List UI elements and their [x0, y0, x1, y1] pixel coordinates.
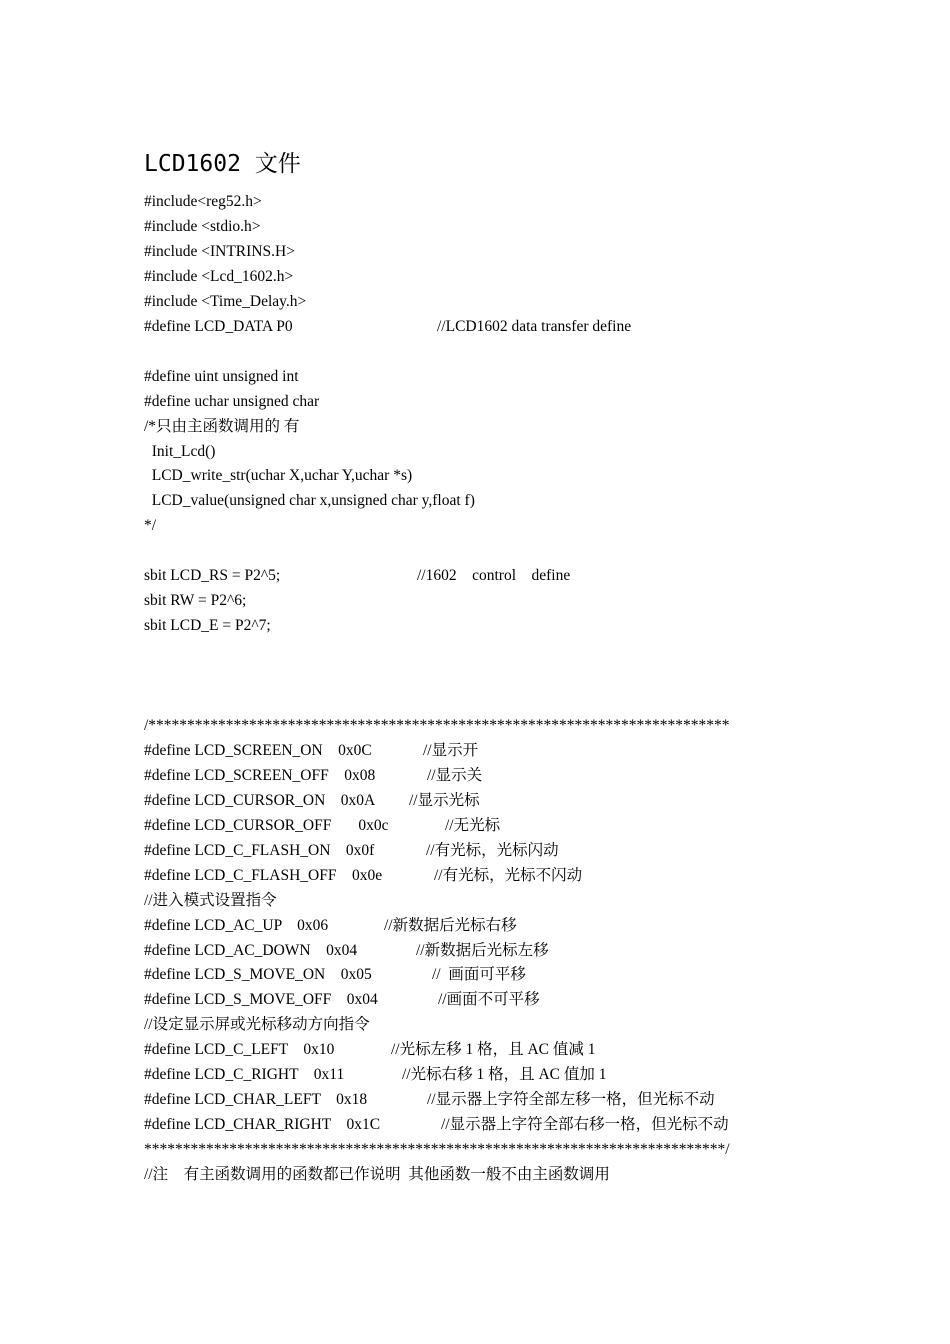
- code-text: #define LCD_CURSOR_ON 0x0A: [144, 791, 376, 809]
- code-text: /*只由主函数调用的 有: [144, 417, 300, 435]
- code-text: #define LCD_C_FLASH_ON 0x0f: [144, 841, 375, 859]
- code-text: /***************************************************************************: [144, 716, 730, 734]
- code-comment: //1602 control define: [417, 567, 571, 585]
- code-text: #define uchar unsigned char: [144, 392, 320, 410]
- code-text: #define LCD_CHAR_RIGHT 0x1C: [144, 1116, 381, 1134]
- code-text: #define LCD_SCREEN_OFF 0x08: [144, 766, 376, 784]
- code-text: #include <Lcd_1602.h>: [144, 267, 294, 285]
- code-text: #define LCD_CURSOR_OFF 0x0c: [144, 816, 389, 834]
- code-text: #define LCD_C_LEFT 0x10: [144, 1041, 335, 1059]
- code-text: #define LCD_C_FLASH_OFF 0x0e: [144, 866, 383, 884]
- code-text: #include <stdio.h>: [144, 217, 261, 235]
- code-comment: // 画面可平移: [432, 966, 526, 984]
- code-text: #include <Time_Delay.h>: [144, 292, 307, 310]
- document-title: LCD1602 文件: [144, 151, 301, 177]
- code-comment: //光标右移 1 格，且 AC 值加 1: [402, 1066, 607, 1084]
- code-text: #define LCD_C_RIGHT 0x11: [144, 1066, 345, 1084]
- code-comment: //显示开: [423, 741, 479, 759]
- code-comment: //有光标，光标闪动: [426, 841, 559, 859]
- code-comment: //光标左移 1 格，且 AC 值减 1: [391, 1041, 596, 1059]
- code-text: ***************************************************************************/: [144, 1141, 730, 1159]
- code-text: //注 有主函数调用的函数都已作说明 其他函数一般不由主函数调用: [144, 1166, 610, 1184]
- code-text: //进入模式设置指令: [144, 891, 277, 909]
- code-text: sbit RW = P2^6;: [144, 592, 247, 610]
- code-text: #define uint unsigned int: [144, 367, 299, 385]
- code-text: #include<reg52.h>: [144, 193, 262, 210]
- code-text: LCD_write_str(uchar X,uchar Y,uchar *s): [144, 467, 413, 485]
- code-comment: //LCD1602 data transfer define: [437, 317, 632, 335]
- code-text: #include <INTRINS.H>: [144, 242, 295, 260]
- code-text: #define LCD_DATA P0: [144, 317, 293, 335]
- code-comment: //画面不可平移: [438, 991, 540, 1009]
- code-text: sbit LCD_E = P2^7;: [144, 617, 271, 635]
- code-text: #define LCD_S_MOVE_ON 0x05: [144, 966, 372, 984]
- code-text: LCD_value(unsigned char x,unsigned char y,float f): [144, 492, 475, 510]
- code-text: sbit LCD_RS = P2^5;: [144, 567, 281, 585]
- code-comment: //有光标，光标不闪动: [434, 866, 583, 884]
- code-text: #define LCD_AC_UP 0x06: [144, 916, 329, 934]
- code-comment: //显示器上字符全部左移一格，但光标不动: [427, 1091, 715, 1109]
- code-text: #define LCD_AC_DOWN 0x04: [144, 941, 358, 959]
- code-text: #define LCD_S_MOVE_OFF 0x04: [144, 991, 378, 1009]
- code-text: */: [144, 517, 157, 535]
- code-comment: //新数据后光标右移: [384, 916, 517, 934]
- code-comment: //新数据后光标左移: [416, 941, 549, 959]
- code-text: //设定显示屏或光标移动方向指令: [144, 1016, 370, 1034]
- code-comment: //显示器上字符全部右移一格，但光标不动: [441, 1116, 729, 1134]
- code-comment: //显示关: [427, 766, 483, 784]
- code-comment: //无光标: [445, 816, 501, 834]
- code-text: #define LCD_CHAR_LEFT 0x18: [144, 1091, 368, 1109]
- code-text: Init_Lcd(): [144, 442, 216, 460]
- code-text: #define LCD_SCREEN_ON 0x0C: [144, 741, 372, 759]
- code-comment: //显示光标: [409, 791, 480, 809]
